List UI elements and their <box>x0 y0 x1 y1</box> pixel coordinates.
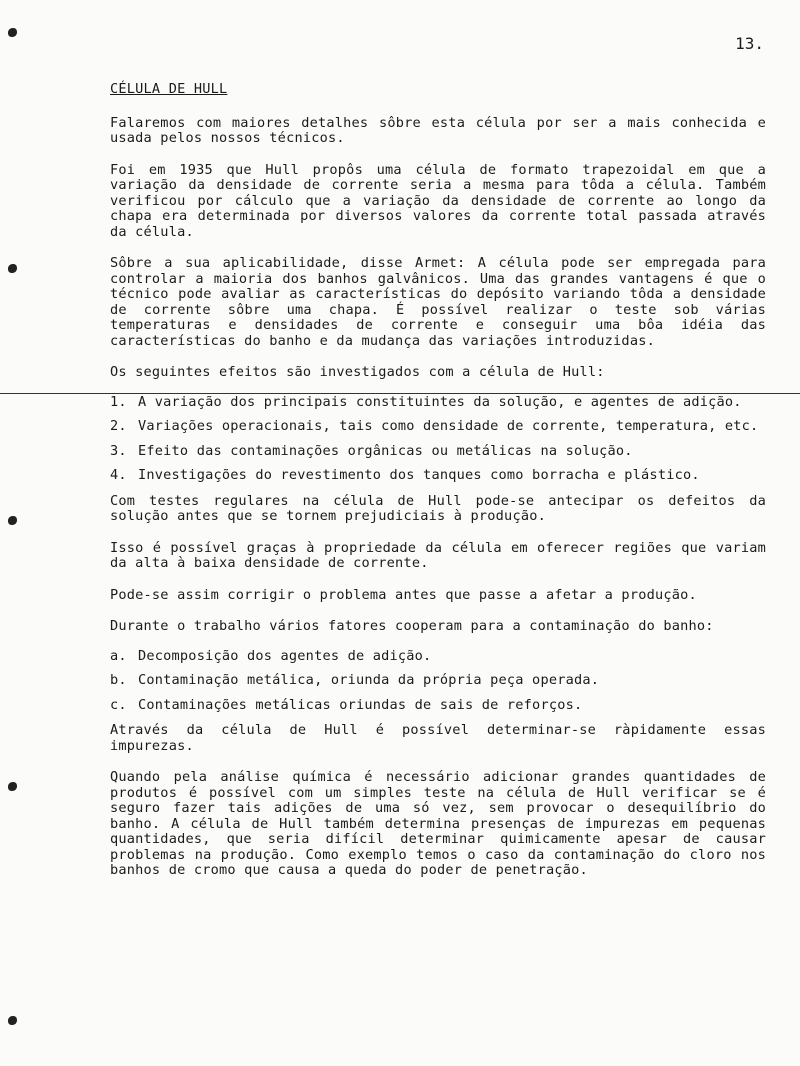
list-marker: 2. <box>110 418 127 434</box>
document-body <box>110 82 766 895</box>
binder-hole-mark <box>8 28 17 37</box>
list-item-text: Decomposição dos agentes de adição. <box>138 647 432 664</box>
list-item-text: Variações operacionais, tais como densidade de corrente, temperatura, etc. <box>138 418 759 434</box>
paragraph: Foi em 1935 que Hull propôs uma célula de formato trapezoidal em que a variação da densidade de corrente seria a mesma para tôda a célula. Também verificou por cálculo que a variação da densidade de corrente ao longo da chapa era determinada por diversos valores da corrente total passada através da célula. <box>110 161 766 240</box>
list-item <box>110 395 766 411</box>
list-item-text: Contaminação metálica, oriunda da própria peça operada. <box>138 672 600 688</box>
list-marker: 3. <box>110 442 127 459</box>
list-item-text: A variação dos principais constituintes da solução, e agentes de adição. <box>138 393 742 410</box>
contamination-list <box>110 649 766 714</box>
list-item <box>110 444 766 460</box>
list-marker: c. <box>110 696 127 713</box>
paragraph: Durante o trabalho vários fatores cooperam para a contaminação do banho: <box>110 618 714 634</box>
binder-hole-mark <box>8 782 17 791</box>
list-item-text: Contaminações metálicas oriundas de sais de reforços. <box>138 696 583 713</box>
list-item-text: Efeito das contaminações orgânicas ou metálicas na solução. <box>138 442 633 459</box>
paragraph: Falaremos com maiores detalhes sôbre esta célula por ser a mais conhecida e usada pelos nossos técnicos. <box>110 114 766 146</box>
list-item <box>110 698 766 714</box>
list-item <box>110 468 766 484</box>
paragraph: Pode-se assim corrigir o problema antes que passe a afetar a produção. <box>110 586 697 603</box>
list-marker: 1. <box>110 393 127 410</box>
paragraph: Os seguintes efeitos são investigados com a célula de Hull: <box>110 364 605 380</box>
section-title: CÉLULA DE HULL <box>110 81 228 97</box>
list-item <box>110 419 766 435</box>
paragraph: Através da célula de Hull é possível determinar-se ràpidamente essas impurezas. <box>110 722 766 754</box>
paragraph: Isso é possível graças à propriedade da célula em oferecer regiões que variam da alta à baixa densidade de corrente. <box>110 539 766 571</box>
effects-list <box>110 395 766 484</box>
list-item <box>110 673 766 689</box>
list-marker: 4. <box>110 467 127 483</box>
list-item-text: Investigações do revestimento dos tanques como borracha e plástico. <box>138 467 700 483</box>
list-marker: a. <box>110 647 127 664</box>
list-item <box>110 649 766 665</box>
binder-hole-mark <box>8 264 17 273</box>
paragraph: Sôbre a sua aplicabilidade, disse Armet: A célula pode ser empregada para controlar a maioria dos banhos galvânicos. Uma das grandes vantagens é que o técnico pode avaliar as características do depósito variando tôda a densidade de corrente sôbre uma chapa. É possível realizar o teste sob várias temperaturas e densidades de corrente e conseguir uma bôa idéia das características do banho e da mudança das variações introduzidas. <box>110 255 766 349</box>
page-number: 13. <box>735 34 764 53</box>
paragraph: Com testes regulares na célula de Hull pode-se antecipar os defeitos da solução antes que se tornem prejudiciais à produção. <box>110 492 766 524</box>
binder-hole-mark <box>8 1016 17 1025</box>
paragraph: Quando pela análise química é necessário adicionar grandes quantidades de produtos é possível com um simples teste na célula de Hull verificar se é seguro fazer tais adições de uma só vez, sem provocar o desequilíbrio do banho. A célula de Hull também determina presenças de impurezas em pequenas quantidades, que seria difícil determinar quimicamente apesar de causar problemas na produção. Como exemplo temos o caso da contaminação do cloro nos banhos de cromo que causa a queda do poder de penetração. <box>110 769 766 878</box>
list-marker: b. <box>110 672 127 688</box>
binder-hole-mark <box>8 516 17 525</box>
